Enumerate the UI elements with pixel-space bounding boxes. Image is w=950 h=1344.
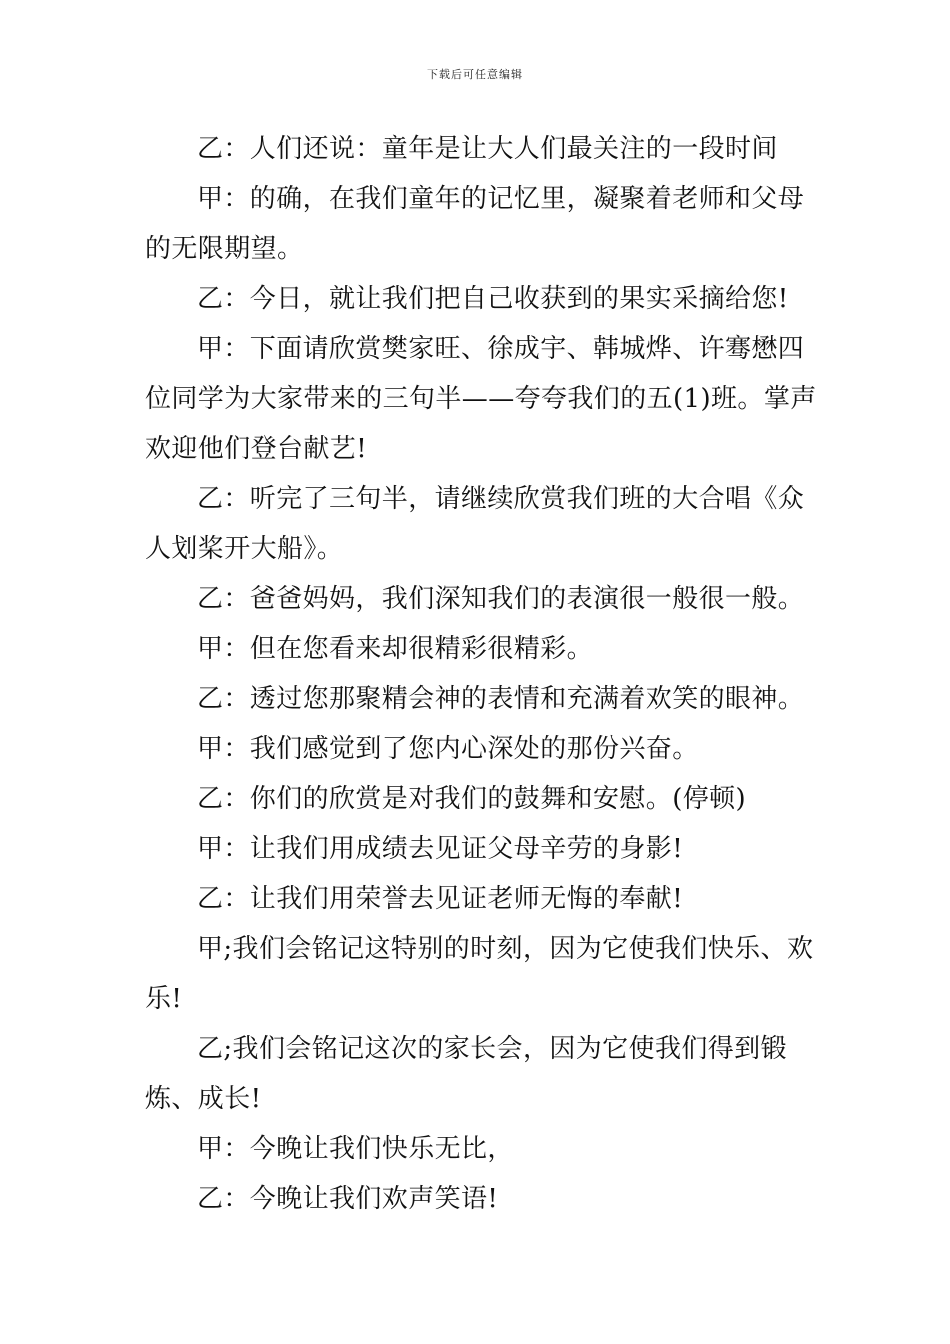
- document-body: [145, 124, 825, 1224]
- paragraph: 乙：透过您那聚精会神的表情和充满着欢笑的眼神。: [197, 684, 805, 714]
- paragraph: 乙：今晚让我们欢声笑语!: [197, 1184, 499, 1214]
- paragraph: 乙：你们的欣赏是对我们的鼓舞和安慰。(停顿): [197, 784, 747, 814]
- paragraph: 乙：听完了三句半，请继续欣赏我们班的大合唱《众人划桨开大船》。: [145, 484, 805, 564]
- paragraph: 甲：的确，在我们童年的记忆里，凝聚着老师和父母的无限期望。: [145, 184, 805, 264]
- paragraph: 甲：今晚让我们快乐无比，: [197, 1134, 514, 1164]
- paragraph: 甲：但在您看来却很精彩很精彩。: [197, 634, 594, 664]
- paragraph: 乙;我们会铭记这次的家长会，因为它使我们得到锻炼、成长!: [145, 1034, 787, 1114]
- paragraph: 甲：下面请欣赏樊家旺、徐成宇、韩城烨、许骞懋四位同学为大家带来的三句半——夸夸我们的五(1)班。掌声欢迎他们登台献艺!: [145, 334, 817, 464]
- paragraph: 乙：今日，就让我们把自己收获到的果实采摘给您!: [197, 284, 789, 314]
- paragraph: 乙：让我们用荣誉去见证老师无悔的奉献!: [197, 884, 684, 914]
- paragraph: 甲：让我们用成绩去见证父母辛劳的身影!: [197, 834, 684, 864]
- page-header: 下载后可任意编辑: [427, 68, 523, 81]
- paragraph: 乙：爸爸妈妈，我们深知我们的表演很一般很一般。: [197, 584, 805, 614]
- paragraph: 甲：我们感觉到了您内心深处的那份兴奋。: [197, 734, 699, 764]
- paragraph: 甲;我们会铭记这特别的时刻，因为它使我们快乐、欢乐!: [145, 934, 814, 1014]
- paragraph: 乙：人们还说：童年是让大人们最关注的一段时间: [197, 134, 778, 164]
